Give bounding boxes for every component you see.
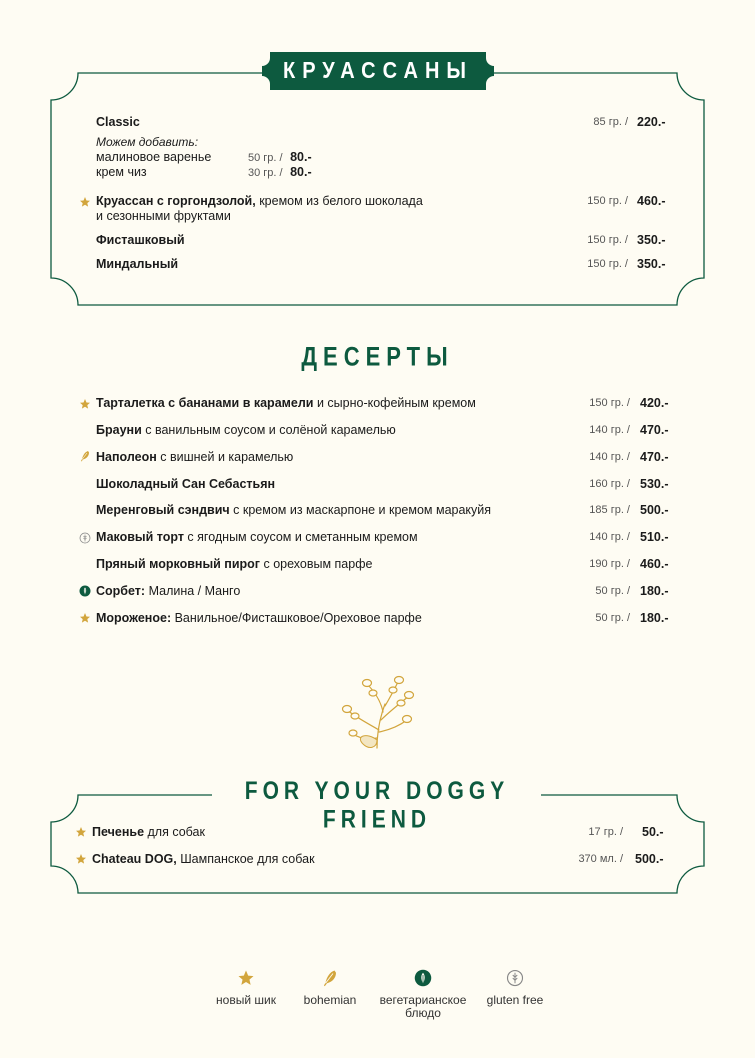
item-price: 470.- — [640, 423, 669, 437]
item-desc: с вишней и карамелью — [156, 450, 294, 464]
item-desc: Ванильное/Фисташковое/Ореховое парфе — [171, 611, 422, 625]
item-name: Меренговый сэндвич — [96, 503, 230, 517]
item-weight: 370 мл. / — [578, 853, 623, 865]
item-weight: 50 гр. / — [595, 585, 630, 597]
item-name: Пряный морковный пирог — [96, 557, 260, 571]
star-icon — [79, 398, 91, 410]
item-desc: Шампанское для собак — [176, 852, 315, 866]
item-price: 420.- — [640, 396, 669, 410]
vegetarian-icon — [79, 585, 91, 597]
item-weight: 150 гр. / — [587, 195, 628, 207]
item-price: 180.- — [640, 584, 669, 598]
legend-label: gluten free — [486, 993, 544, 1007]
item-weight: 140 гр. / — [589, 424, 630, 436]
star-icon — [237, 969, 255, 987]
menu-item-poppy-cake — [96, 530, 418, 545]
item-price: 500.- — [640, 503, 669, 517]
item-name: Круассан с горгондзолой, — [96, 194, 256, 208]
item-price: 180.- — [640, 611, 669, 625]
item-price: 220.- — [637, 115, 666, 129]
item-price: 500.- — [635, 852, 664, 866]
item-price: 460.- — [637, 194, 666, 208]
star-icon — [79, 196, 91, 208]
vegetarian-icon — [414, 969, 432, 987]
doggy-title: FOR YOUR DOGGY FRIEND — [244, 777, 510, 834]
item-name: Печенье — [92, 825, 145, 839]
item-weight: 140 гр. / — [589, 451, 630, 463]
item-weight: 140 гр. / — [589, 531, 630, 543]
item-weight: 150 гр. / — [587, 258, 628, 270]
star-icon — [75, 853, 87, 865]
item-price: 470.- — [640, 450, 669, 464]
addon-name: крем чиз — [96, 165, 147, 179]
item-desc: Малина / Манго — [145, 584, 241, 598]
item-name: Classic — [96, 115, 140, 129]
addon-price: 80.- — [290, 165, 312, 179]
star-icon — [79, 612, 91, 624]
item-price: 350.- — [637, 257, 666, 271]
legend-label: вегетарианское — [379, 993, 467, 1007]
item-name: Брауни — [96, 423, 142, 437]
menu-item-chateau-dog — [92, 852, 315, 867]
legend-label-line2: блюдо — [405, 1006, 441, 1020]
legend-gluten-free — [478, 969, 552, 1007]
star-icon — [75, 826, 87, 838]
item-price: 350.- — [637, 233, 666, 247]
item-weight: 150 гр. / — [587, 234, 628, 246]
addon-price-group — [248, 150, 312, 164]
item-desc: и сырно-кофейным кремом — [313, 396, 476, 410]
item-desc: с ореховым парфе — [260, 557, 373, 571]
croissants-title: КРУАССАНЫ — [282, 58, 474, 84]
item-name: Сорбет: — [96, 584, 146, 598]
menu-item-classic — [96, 115, 140, 130]
menu-item-dog-cookies — [92, 825, 205, 840]
feather-icon — [79, 450, 91, 462]
menu-item-brownie — [96, 423, 396, 438]
menu-item-san-sebastian — [96, 477, 275, 492]
item-weight: 50 гр. / — [595, 612, 630, 624]
addon-weight: 30 гр. / — [248, 167, 283, 179]
item-desc-line2: и сезонными фруктами — [96, 209, 231, 223]
item-desc: кремом из белого шоколада — [255, 194, 423, 208]
item-price: 460.- — [640, 557, 669, 571]
addons-label: Можем добавить: — [96, 135, 199, 149]
botanical-sprig-icon — [333, 674, 425, 752]
addon-price: 80.- — [290, 150, 312, 164]
menu-item-carrot-cake — [96, 557, 372, 572]
item-name: Миндальный — [96, 257, 179, 271]
item-desc: с кремом из маскарпоне и кремом маракуйя — [229, 503, 492, 517]
menu-item-meringue-sandwich — [96, 503, 491, 518]
item-weight: 190 гр. / — [589, 558, 630, 570]
legend-bohemian — [290, 969, 370, 1007]
item-weight: 17 гр. / — [588, 826, 623, 838]
addon-item — [96, 165, 147, 180]
menu-item-ice-cream — [96, 611, 422, 626]
item-name: Наполеон — [96, 450, 157, 464]
item-name: Шоколадный Сан Себастьян — [96, 477, 276, 491]
item-desc: с ягодным соусом и сметанным кремом — [183, 530, 418, 544]
item-price: 510.- — [640, 530, 669, 544]
item-price: 50.- — [642, 825, 664, 839]
addon-item — [96, 150, 211, 165]
item-desc: с ванильным соусом и солёной карамелью — [141, 423, 396, 437]
item-name: Chateau DOG, — [92, 852, 177, 866]
menu-item-tartlet — [96, 396, 476, 411]
item-weight: 85 гр. / — [593, 116, 628, 128]
item-name: Тарталетка с бананами в карамели — [96, 396, 314, 410]
menu-item-napoleon — [96, 450, 293, 465]
item-weight: 160 гр. / — [589, 478, 630, 490]
feather-icon — [321, 969, 339, 987]
addon-price-group — [248, 165, 312, 179]
menu-item-croissant-gorgonzola — [96, 194, 423, 224]
legend-vegetarian — [370, 969, 476, 1020]
item-desc: для собак — [144, 825, 205, 839]
menu-item-almond — [96, 257, 178, 272]
gluten-free-icon — [506, 969, 524, 987]
legend-label: новый шик — [216, 993, 276, 1007]
addon-name: малиновое варенье — [96, 150, 212, 164]
item-weight: 150 гр. / — [589, 397, 630, 409]
addon-weight: 50 гр. / — [248, 152, 283, 164]
item-price: 530.- — [640, 477, 669, 491]
menu-item-sorbet — [96, 584, 240, 599]
item-name: Фисташковый — [96, 233, 185, 247]
desserts-title: ДЕСЕРТЫ — [301, 341, 454, 372]
item-weight: 185 гр. / — [589, 504, 630, 516]
item-name: Маковый торт — [96, 530, 184, 544]
gluten-free-icon — [79, 532, 91, 544]
legend-new-chic — [206, 969, 286, 1007]
item-name: Мороженое: — [96, 611, 172, 625]
legend-label: bohemian — [303, 993, 357, 1007]
menu-item-pistachio — [96, 233, 185, 248]
